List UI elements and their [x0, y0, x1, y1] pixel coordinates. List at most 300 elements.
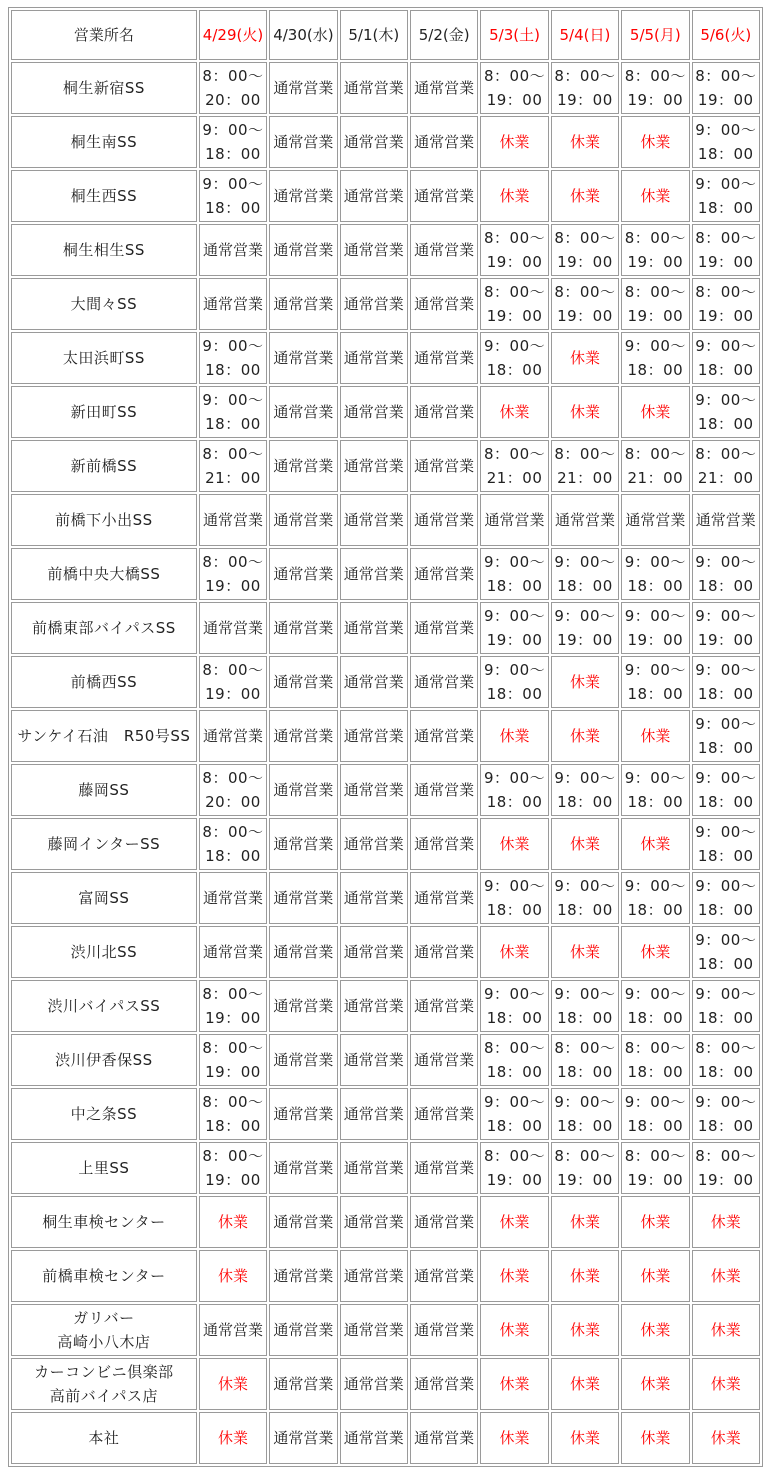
closed-cell: 休業: [621, 926, 689, 978]
close-time: 21：00: [557, 469, 613, 487]
store-name-cell: [11, 1358, 197, 1410]
close-time: 19：00: [557, 253, 613, 271]
open-time: 8：00〜: [624, 1147, 686, 1165]
table-row: [11, 494, 760, 546]
open-time: 8：00〜: [202, 1039, 264, 1057]
close-time: 18：00: [697, 685, 754, 703]
store-name-cell: [11, 1088, 197, 1140]
table-row: [11, 386, 760, 438]
hours-cell: [199, 656, 267, 708]
open-time: 9：00〜: [624, 877, 686, 895]
store-name-text: 大間々SS: [70, 295, 138, 313]
close-time: 19：00: [697, 1171, 754, 1189]
close-time: 18：00: [627, 685, 684, 703]
store-name-text: 新田町SS: [70, 403, 138, 421]
closed-cell: 休業: [551, 1358, 619, 1410]
open-time: 9：00〜: [695, 715, 757, 733]
hours-cell: [621, 440, 689, 492]
table-row: [11, 1304, 760, 1356]
normal-hours-cell: 通常営業: [269, 764, 337, 816]
closed-cell: 休業: [480, 818, 548, 870]
store-name-cell: [11, 656, 197, 708]
closed-cell: 休業: [692, 1196, 760, 1248]
normal-hours-cell: 通常営業: [269, 62, 337, 114]
close-time: 18：00: [697, 793, 754, 811]
close-time: 19：00: [205, 1009, 261, 1027]
store-name-text: 桐生西SS: [70, 187, 138, 205]
close-time: 19：00: [486, 1171, 543, 1189]
normal-hours-cell: 通常営業: [410, 224, 478, 276]
close-time: 18：00: [486, 361, 543, 379]
store-name-cell: [11, 386, 197, 438]
store-name-text: 富岡SS: [78, 889, 130, 907]
hours-cell: [551, 1034, 619, 1086]
close-time: 19：00: [557, 1171, 613, 1189]
closed-cell: 休業: [551, 1196, 619, 1248]
normal-hours-cell: 通常営業: [410, 926, 478, 978]
hours-cell: [480, 1034, 548, 1086]
normal-hours-cell: 通常営業: [269, 1250, 337, 1302]
open-time: 9：00〜: [695, 175, 757, 193]
normal-hours-cell: 通常営業: [410, 170, 478, 222]
store-name-cell: [11, 926, 197, 978]
open-time: 8：00〜: [695, 1039, 757, 1057]
close-time: 18：00: [697, 1009, 754, 1027]
normal-hours-cell: 通常営業: [340, 872, 408, 924]
store-name-text: サンケイ石油 R50号SS: [17, 727, 191, 745]
normal-hours-cell: 通常営業: [269, 1088, 337, 1140]
closed-cell: 休業: [621, 1196, 689, 1248]
close-time: 18：00: [697, 415, 754, 433]
store-name-cell: [11, 1196, 197, 1248]
open-time: 9：00〜: [483, 769, 546, 787]
store-name-cell: [11, 602, 197, 654]
normal-hours-cell: 通常営業: [340, 710, 408, 762]
close-time: 19：00: [486, 91, 543, 109]
store-name-text: 桐生新宿SS: [62, 79, 145, 97]
close-time: 20：00: [205, 91, 261, 109]
date-header: 5/1(木): [340, 10, 408, 60]
open-time: 8：00〜: [202, 823, 264, 841]
normal-hours-cell: 通常営業: [410, 1250, 478, 1302]
open-time: 9：00〜: [483, 661, 546, 679]
normal-hours-cell: 通常営業: [410, 278, 478, 330]
open-time: 8：00〜: [483, 1039, 546, 1057]
normal-hours-cell: 通常営業: [410, 602, 478, 654]
normal-hours-cell: 通常営業: [340, 926, 408, 978]
hours-cell: [551, 764, 619, 816]
normal-hours-cell: 通常営業: [340, 116, 408, 168]
close-time: 18：00: [697, 901, 754, 919]
hours-cell: [551, 548, 619, 600]
table-row: [11, 548, 760, 600]
table-row: [11, 224, 760, 276]
closed-cell: 休業: [621, 1250, 689, 1302]
store-name-text: 本社: [88, 1429, 120, 1447]
close-time: 19：00: [697, 631, 754, 649]
table-row: [11, 710, 760, 762]
open-time: 9：00〜: [202, 337, 264, 355]
open-time: 8：00〜: [695, 229, 757, 247]
hours-cell: [692, 764, 760, 816]
close-time: 19：00: [557, 631, 613, 649]
hours-cell: [692, 386, 760, 438]
table-row: [11, 1250, 760, 1302]
hours-cell: [199, 1088, 267, 1140]
close-time: 19：00: [697, 91, 754, 109]
close-time: 18：00: [557, 793, 613, 811]
open-time: 8：00〜: [624, 283, 686, 301]
open-time: 8：00〜: [554, 1147, 616, 1165]
hours-cell: [551, 1088, 619, 1140]
closed-cell: 休業: [480, 116, 548, 168]
open-time: 8：00〜: [202, 1093, 264, 1111]
hours-cell: [480, 62, 548, 114]
closed-cell: 休業: [621, 710, 689, 762]
hours-cell: [199, 980, 267, 1032]
open-time: 9：00〜: [624, 769, 686, 787]
hours-cell: [692, 170, 760, 222]
open-time: 8：00〜: [695, 67, 757, 85]
normal-hours-cell: 通常営業: [410, 764, 478, 816]
close-time: 18：00: [205, 145, 261, 163]
hours-cell: [692, 872, 760, 924]
open-time: 8：00〜: [202, 553, 264, 571]
closed-cell: 休業: [480, 1412, 548, 1464]
store-name-cell: [11, 440, 197, 492]
store-name-cell: [11, 1034, 197, 1086]
hours-cell: [621, 224, 689, 276]
date-header: 5/4(日): [551, 10, 619, 60]
open-time: 8：00〜: [695, 445, 757, 463]
hours-cell: [199, 116, 267, 168]
hours-cell: [621, 1034, 689, 1086]
open-time: 9：00〜: [202, 175, 264, 193]
normal-hours-cell: 通常営業: [410, 710, 478, 762]
date-header: 4/30(水): [269, 10, 337, 60]
hours-cell: [621, 1088, 689, 1140]
close-time: 18：00: [697, 955, 754, 973]
table-row: [11, 980, 760, 1032]
store-name-cell: [11, 818, 197, 870]
close-time: 18：00: [486, 577, 543, 595]
open-time: 9：00〜: [695, 1093, 757, 1111]
hours-cell: [199, 170, 267, 222]
open-time: 8：00〜: [483, 283, 546, 301]
normal-hours-cell: 通常営業: [199, 1304, 267, 1356]
close-time: 18：00: [486, 901, 543, 919]
normal-hours-cell: 通常営業: [340, 1412, 408, 1464]
normal-hours-cell: 通常営業: [199, 224, 267, 276]
hours-cell: [692, 926, 760, 978]
normal-hours-cell: 通常営業: [340, 1196, 408, 1248]
table-row: [11, 278, 760, 330]
normal-hours-cell: 通常営業: [199, 872, 267, 924]
closed-cell: 休業: [621, 1304, 689, 1356]
open-time: 8：00〜: [202, 445, 264, 463]
open-time: 8：00〜: [554, 67, 616, 85]
hours-cell: [551, 440, 619, 492]
closed-cell: 休業: [199, 1250, 267, 1302]
hours-cell: [621, 1142, 689, 1194]
normal-hours-cell: 通常営業: [410, 386, 478, 438]
normal-hours-cell: 通常営業: [269, 1142, 337, 1194]
normal-hours-cell: 通常営業: [269, 332, 337, 384]
store-name-cell: [11, 1250, 197, 1302]
open-time: 8：00〜: [624, 67, 686, 85]
close-time: 19：00: [557, 91, 613, 109]
close-time: 18：00: [486, 685, 543, 703]
normal-hours-cell: 通常営業: [199, 494, 267, 546]
closed-cell: 休業: [199, 1358, 267, 1410]
hours-cell: [692, 818, 760, 870]
close-time: 19：00: [486, 307, 543, 325]
closed-cell: 休業: [692, 1412, 760, 1464]
store-name-text: 前橋西SS: [70, 673, 138, 691]
holiday-schedule-table: [8, 7, 763, 1467]
normal-hours-cell: 通常営業: [340, 656, 408, 708]
header-row: [11, 10, 760, 60]
normal-hours-cell: 通常営業: [340, 764, 408, 816]
table-row: [11, 872, 760, 924]
close-time: 18：00: [697, 361, 754, 379]
close-time: 18：00: [486, 1117, 543, 1135]
hours-cell: [692, 1034, 760, 1086]
close-time: 18：00: [557, 1117, 613, 1135]
hours-cell: [199, 332, 267, 384]
open-time: 9：00〜: [554, 985, 616, 1003]
hours-cell: [692, 1142, 760, 1194]
normal-hours-cell: 通常営業: [410, 872, 478, 924]
hours-cell: [199, 1142, 267, 1194]
normal-hours-cell: 通常営業: [340, 494, 408, 546]
close-time: 18：00: [627, 361, 684, 379]
open-time: 8：00〜: [202, 67, 264, 85]
normal-hours-cell: 通常営業: [692, 494, 760, 546]
open-time: 9：00〜: [624, 553, 686, 571]
schedule-body: [11, 62, 760, 1464]
closed-cell: 休業: [551, 818, 619, 870]
closed-cell: 休業: [551, 332, 619, 384]
close-time: 18：00: [205, 415, 261, 433]
store-name-cell: [11, 332, 197, 384]
open-time: 9：00〜: [483, 337, 546, 355]
table-row: [11, 332, 760, 384]
open-time: 9：00〜: [695, 553, 757, 571]
table-row: [11, 116, 760, 168]
close-time: 18：00: [697, 847, 754, 865]
hours-cell: [692, 62, 760, 114]
normal-hours-cell: 通常営業: [410, 440, 478, 492]
store-name-text: 渋川北SS: [70, 943, 138, 961]
normal-hours-cell: 通常営業: [410, 1412, 478, 1464]
open-time: 9：00〜: [695, 931, 757, 949]
hours-cell: [480, 872, 548, 924]
store-name-text: 前橋車検センター: [42, 1267, 166, 1285]
hours-cell: [480, 656, 548, 708]
normal-hours-cell: 通常営業: [410, 1034, 478, 1086]
normal-hours-cell: 通常営業: [269, 872, 337, 924]
open-time: 8：00〜: [202, 661, 264, 679]
table-row: [11, 602, 760, 654]
closed-cell: 休業: [551, 1304, 619, 1356]
normal-hours-cell: 通常営業: [551, 494, 619, 546]
open-time: 8：00〜: [554, 445, 616, 463]
hours-cell: [692, 602, 760, 654]
normal-hours-cell: 通常営業: [480, 494, 548, 546]
store-name-text: 中之条SS: [70, 1105, 138, 1123]
close-time: 18：00: [205, 199, 261, 217]
closed-cell: 休業: [621, 1358, 689, 1410]
store-name-cell: [11, 62, 197, 114]
open-time: 9：00〜: [483, 553, 546, 571]
open-time: 9：00〜: [695, 121, 757, 139]
open-time: 9：00〜: [554, 1093, 616, 1111]
hours-cell: [551, 62, 619, 114]
store-name-text: 藤岡インターSS: [47, 835, 161, 853]
hours-cell: [551, 980, 619, 1032]
close-time: 19：00: [205, 1171, 261, 1189]
open-time: 9：00〜: [695, 607, 757, 625]
hours-cell: [621, 602, 689, 654]
open-time: 9：00〜: [624, 1093, 686, 1111]
closed-cell: 休業: [621, 386, 689, 438]
close-time: 18：00: [697, 1063, 754, 1081]
hours-cell: [621, 872, 689, 924]
open-time: 9：00〜: [695, 769, 757, 787]
hours-cell: [621, 548, 689, 600]
hours-cell: [621, 980, 689, 1032]
open-time: 9：00〜: [483, 877, 546, 895]
store-name-cell: [11, 764, 197, 816]
normal-hours-cell: 通常営業: [410, 1142, 478, 1194]
normal-hours-cell: 通常営業: [269, 656, 337, 708]
store-name-cell: [11, 1412, 197, 1464]
normal-hours-cell: 通常営業: [269, 1304, 337, 1356]
open-time: 9：00〜: [695, 877, 757, 895]
store-name-text: 前橋東部バイパスSS: [32, 619, 176, 637]
hours-cell: [199, 548, 267, 600]
date-header: 5/3(土): [480, 10, 548, 60]
store-name-header: 営業所名: [11, 10, 197, 60]
date-header: 4/29(火): [199, 10, 267, 60]
close-time: 19：00: [205, 1063, 261, 1081]
closed-cell: 休業: [621, 1412, 689, 1464]
store-name-cell: [11, 278, 197, 330]
hours-cell: [480, 1088, 548, 1140]
normal-hours-cell: 通常営業: [199, 926, 267, 978]
store-name-cell: [11, 710, 197, 762]
normal-hours-cell: 通常営業: [269, 818, 337, 870]
hours-cell: [692, 224, 760, 276]
close-time: 18：00: [205, 1117, 261, 1135]
hours-cell: [692, 980, 760, 1032]
close-time: 19：00: [205, 577, 261, 595]
close-time: 18：00: [627, 1009, 684, 1027]
store-name-text: 新前橋SS: [70, 457, 138, 475]
open-time: 9：00〜: [695, 823, 757, 841]
hours-cell: [692, 278, 760, 330]
hours-cell: [199, 764, 267, 816]
store-name-text: 桐生車検センター: [42, 1213, 166, 1231]
table-row: [11, 1034, 760, 1086]
hours-cell: [480, 764, 548, 816]
normal-hours-cell: 通常営業: [410, 494, 478, 546]
hours-cell: [480, 980, 548, 1032]
hours-cell: [199, 440, 267, 492]
normal-hours-cell: 通常営業: [340, 1088, 408, 1140]
normal-hours-cell: 通常営業: [410, 332, 478, 384]
open-time: 9：00〜: [695, 391, 757, 409]
open-time: 9：00〜: [483, 607, 546, 625]
hours-cell: [480, 548, 548, 600]
normal-hours-cell: 通常営業: [269, 116, 337, 168]
open-time: 8：00〜: [202, 1147, 264, 1165]
normal-hours-cell: 通常営業: [410, 1358, 478, 1410]
close-time: 18：00: [627, 577, 684, 595]
close-time: 19：00: [486, 631, 543, 649]
open-time: 8：00〜: [695, 1147, 757, 1165]
closed-cell: 休業: [692, 1304, 760, 1356]
closed-cell: 休業: [551, 926, 619, 978]
close-time: 18：00: [697, 577, 754, 595]
table-row: [11, 440, 760, 492]
close-time: 18：00: [557, 1009, 613, 1027]
open-time: 9：00〜: [624, 661, 686, 679]
hours-cell: [692, 332, 760, 384]
table-row: [11, 764, 760, 816]
store-name-cell: [11, 224, 197, 276]
close-time: 18：00: [557, 1063, 613, 1081]
normal-hours-cell: 通常営業: [340, 170, 408, 222]
open-time: 9：00〜: [483, 1093, 546, 1111]
closed-cell: 休業: [692, 1250, 760, 1302]
store-name-text: 藤岡SS: [78, 781, 130, 799]
open-time: 9：00〜: [554, 877, 616, 895]
hours-cell: [199, 818, 267, 870]
normal-hours-cell: 通常営業: [410, 62, 478, 114]
store-name-text: 桐生相生SS: [62, 241, 145, 259]
close-time: 19：00: [557, 307, 613, 325]
hours-cell: [621, 332, 689, 384]
open-time: 8：00〜: [202, 985, 264, 1003]
open-time: 8：00〜: [624, 445, 686, 463]
close-time: 21：00: [205, 469, 261, 487]
open-time: 9：00〜: [483, 985, 546, 1003]
close-time: 18：00: [697, 145, 754, 163]
normal-hours-cell: 通常営業: [340, 1142, 408, 1194]
open-time: 8：00〜: [202, 769, 264, 787]
close-time: 18：00: [697, 199, 754, 217]
open-time: 8：00〜: [624, 229, 686, 247]
close-time: 19：00: [486, 253, 543, 271]
close-time: 18：00: [627, 1063, 684, 1081]
normal-hours-cell: 通常営業: [340, 386, 408, 438]
close-time: 18：00: [697, 739, 754, 757]
hours-cell: [480, 332, 548, 384]
table-row: [11, 656, 760, 708]
hours-cell: [480, 278, 548, 330]
close-time: 19：00: [697, 307, 754, 325]
close-time: 18：00: [486, 1063, 543, 1081]
close-time: 19：00: [627, 91, 684, 109]
close-time: 18：00: [486, 793, 543, 811]
close-time: 19：00: [627, 307, 684, 325]
hours-cell: [199, 62, 267, 114]
normal-hours-cell: 通常営業: [340, 1304, 408, 1356]
normal-hours-cell: 通常営業: [340, 224, 408, 276]
open-time: 8：00〜: [483, 1147, 546, 1165]
